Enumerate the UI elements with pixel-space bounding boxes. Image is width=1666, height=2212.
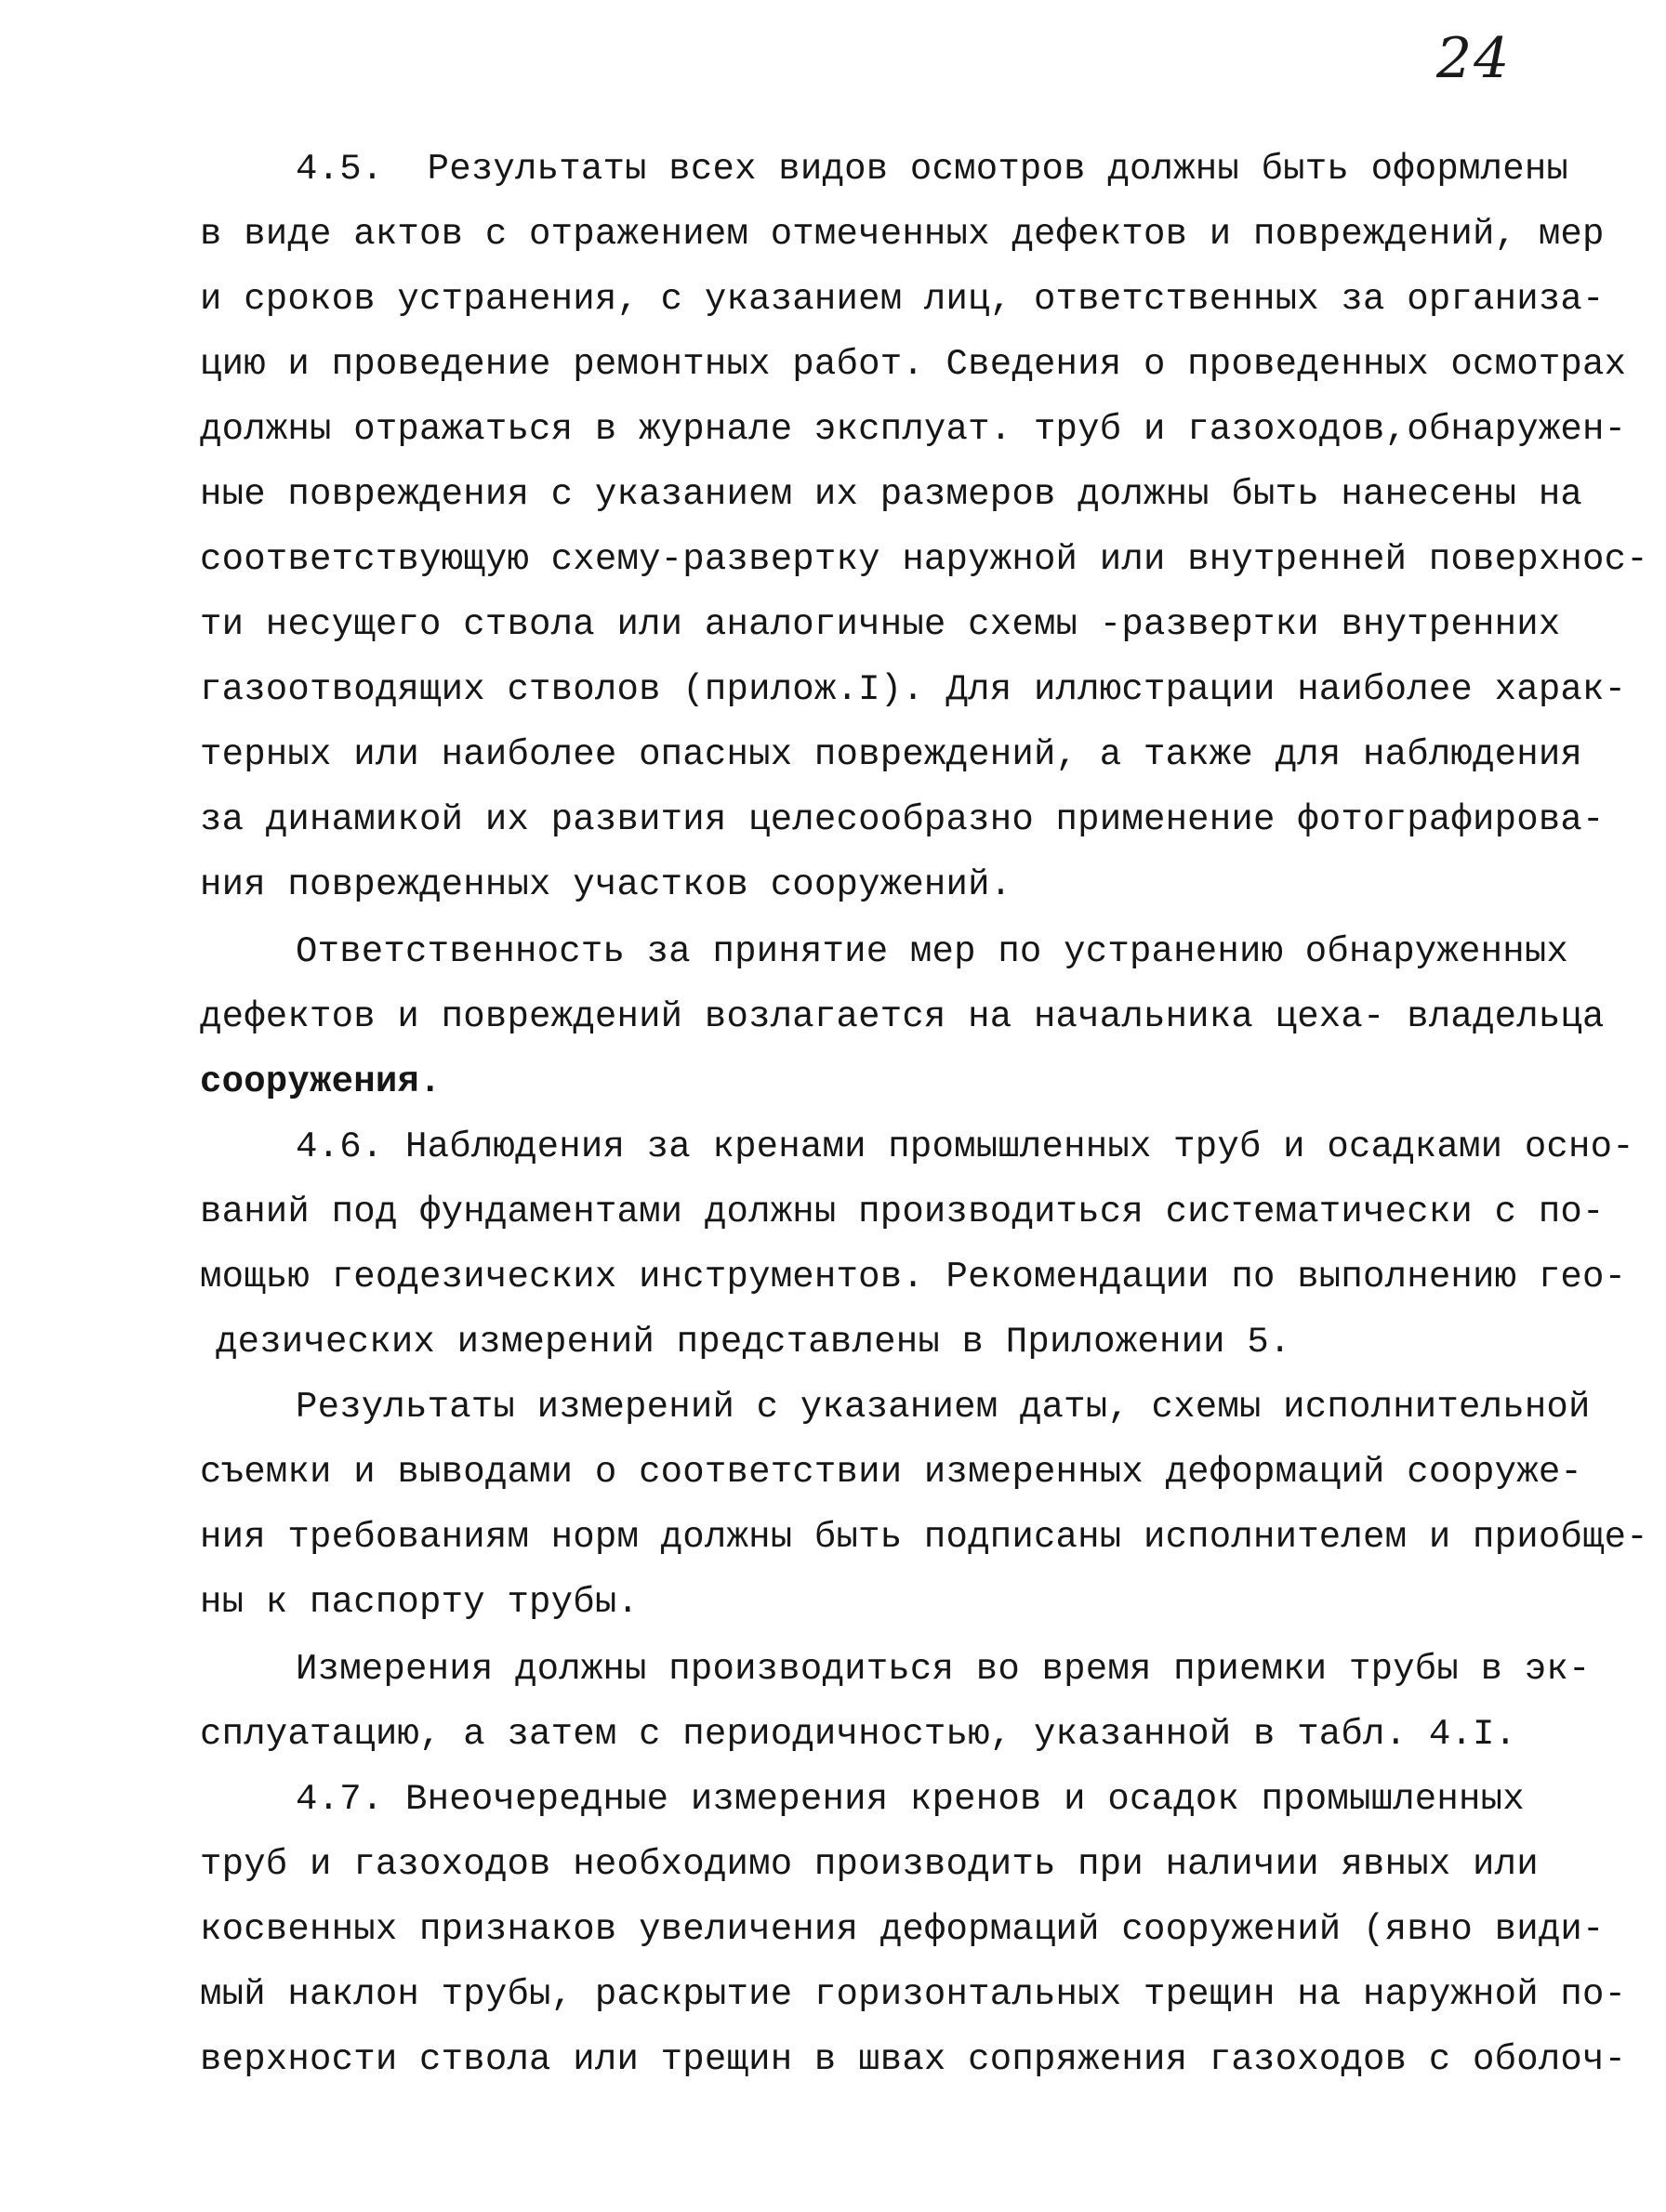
text-line: цию и проведение ремонтных работ. Сведения о проведенных осмотрах [200,344,1627,385]
page-number: 24 [1436,26,1512,91]
text-line: мый наклон трубы, раскрытие горизонтальных трещин на наружной по- [200,1974,1627,2015]
text-line: ны к паспорту трубы. [200,1582,640,1623]
text-line: ти несущего ствола или аналогичные схемы -развертки внутренних [200,604,1561,645]
text-line: терных или наиболее опасных повреждений, а также для наблюдения [200,734,1583,775]
text-line: труб и газоходов необходимо производить при наличии явных или [200,1844,1539,1885]
text-line: 4.7. Внеочередные измерения кренов и осадок промышленных [296,1779,1525,1820]
text-line: ваний под фундаментами должны производиться систематически с по- [200,1192,1605,1232]
text-line: косвенных признаков увеличения деформаций сооружений (явно види- [200,1909,1605,1950]
text-line: должны отражаться в журнале эксплуат. труб и газоходов,обнаружен- [200,409,1627,450]
text-line: дезических измерений представлены в Приложении 5. [216,1322,1291,1363]
text-line: Ответственность за принятие мер по устранению обнаруженных [296,931,1569,972]
text-line: в виде актов с отражением отмеченных дефектов и повреждений, мер [200,214,1605,255]
text-line: сплуатацию, а затем с периодичностью, указанной в табл. 4.I. [200,1714,1517,1755]
text-line: Результаты измерений с указанием даты, схемы исполнительной [296,1387,1591,1428]
text-line: 4.5. Результаты всех видов осмотров должны быть оформлены [296,149,1569,190]
text-line: съемки и выводами о соответствии измеренных деформаций сооруже- [200,1452,1583,1493]
text-line: газоотводящих стволов (прилож.I). Для иллюстрации наиболее харак- [200,669,1627,710]
text-line: ния поврежденных участков сооружений. [200,864,1012,905]
text-line: Измерения должны производиться во время приемки трубы в эк- [296,1649,1591,1690]
text-line: ные повреждения с указанием их размеров должны быть нанесены на [200,474,1583,515]
text-line: и сроков устранения, с указанием лиц, ответственных за организа- [200,279,1605,320]
text-line: за динамикой их развития целесообразно применение фотографирова- [200,799,1605,840]
text-line: соответствующую схему-развертку наружной или внутренней поверхнос- [200,539,1648,580]
text-line: верхности ствола или трещин в швах сопряжения газоходов с оболоч- [200,2039,1627,2080]
text-line: ния требованиям норм должны быть подписаны исполнителем и приобще- [200,1517,1648,1558]
text-line: дефектов и повреждений возлагается на начальника цеха- владельца [200,996,1605,1037]
text-line: сооружения. [200,1061,442,1102]
text-line: 4.6. Наблюдения за кренами промышленных труб и осадками осно- [296,1126,1634,1167]
text-line: мощью геодезических инструментов. Рекомендации по выполнению гео- [200,1257,1627,1297]
